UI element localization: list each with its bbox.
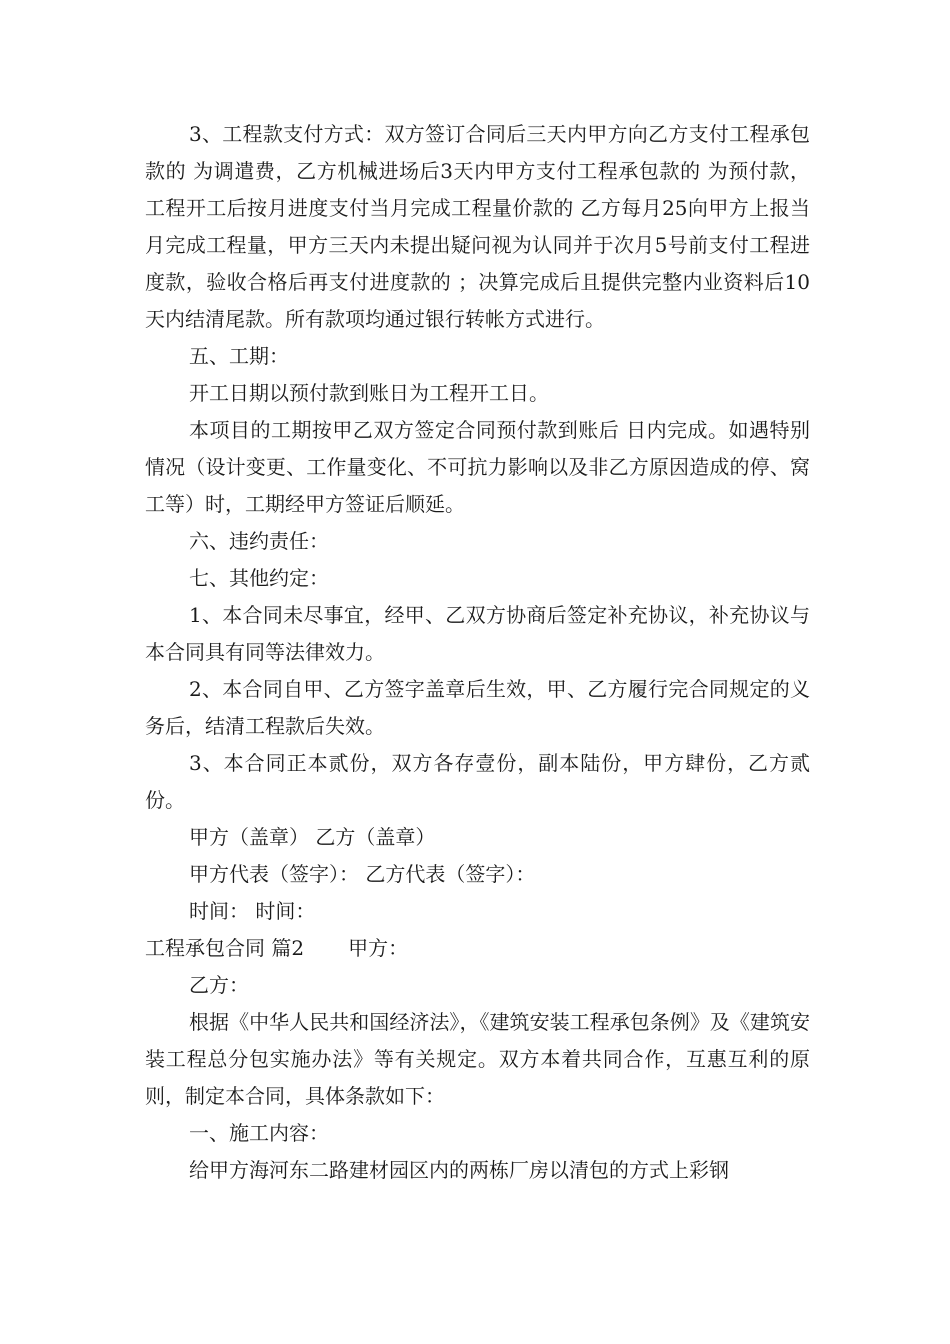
start-date-paragraph: 开工日期以预付款到账日为工程开工日。 xyxy=(189,381,549,405)
schedule-paragraph: 本项目的工期按甲乙双方签定合同预付款到账后 日内完成。如遇特别情况（设计变更、工作量变化、不可抗力影响以及非乙方原因造成的停、窝工等）时，工期经甲方签证后顺延。 xyxy=(145,418,810,516)
heading-other-terms: 七、其他约定： xyxy=(189,566,329,590)
heading-work-content: 一、施工内容： xyxy=(189,1121,329,1145)
section-party-a: 甲方： xyxy=(348,936,409,960)
heading-liability: 六、违约责任： xyxy=(189,529,329,553)
section-title: 工程承包合同 篇2 xyxy=(145,936,305,960)
work-content-paragraph: 给甲方海河东二路建材园区内的两栋厂房以清包的方式上彩钢 xyxy=(189,1158,729,1182)
heading-schedule: 五、工期： xyxy=(189,344,289,368)
other-term-3: 3、本合同正本贰份，双方各存壹份，副本陆份，甲方肆份，乙方贰份。 xyxy=(145,751,810,812)
seal-line: 甲方（盖章） 乙方（盖章） xyxy=(189,825,436,849)
signature-line: 甲方代表（签字）： 乙方代表（签字）： xyxy=(189,862,536,886)
other-term-2: 2、本合同自甲、乙方签字盖章后生效，甲、乙方履行完合同规定的义务后，结清工程款后失效。 xyxy=(145,677,810,738)
date-line: 时间： 时间： xyxy=(189,899,316,923)
other-term-1: 1、本合同未尽事宜，经甲、乙双方协商后签定补充协议，补充协议与本合同具有同等法律效力。 xyxy=(145,603,810,664)
legal-basis-paragraph: 根据《中华人民共和国经济法》，《建筑安装工程承包条例》及《建筑安装工程总分包实施办法》等有关规定。双方本着共同合作，互惠互利的原则，制定本合同，具体条款如下： xyxy=(145,1010,810,1108)
document-body xyxy=(145,116,810,1189)
section-heading-line xyxy=(145,930,810,967)
payment-terms-paragraph: 3、工程款支付方式：双方签订合同后三天内甲方向乙方支付工程承包款的 为调遣费，乙方机械进场后3天内甲方支付工程承包款的 为预付款，工程开工后按月进度支付当月完成工程量价款的 乙方每月25向甲方上报当月完成工程量，甲方三天内未提出疑问视为认同并于次月5号前支付工程进度款，验收合格后再支付进度款的 ；决算完成后且提供完整内业资料后10天内结清尾款。所有款项均通过银行转帐方式进行。 xyxy=(145,122,810,331)
party-b-line: 乙方： xyxy=(189,973,249,997)
